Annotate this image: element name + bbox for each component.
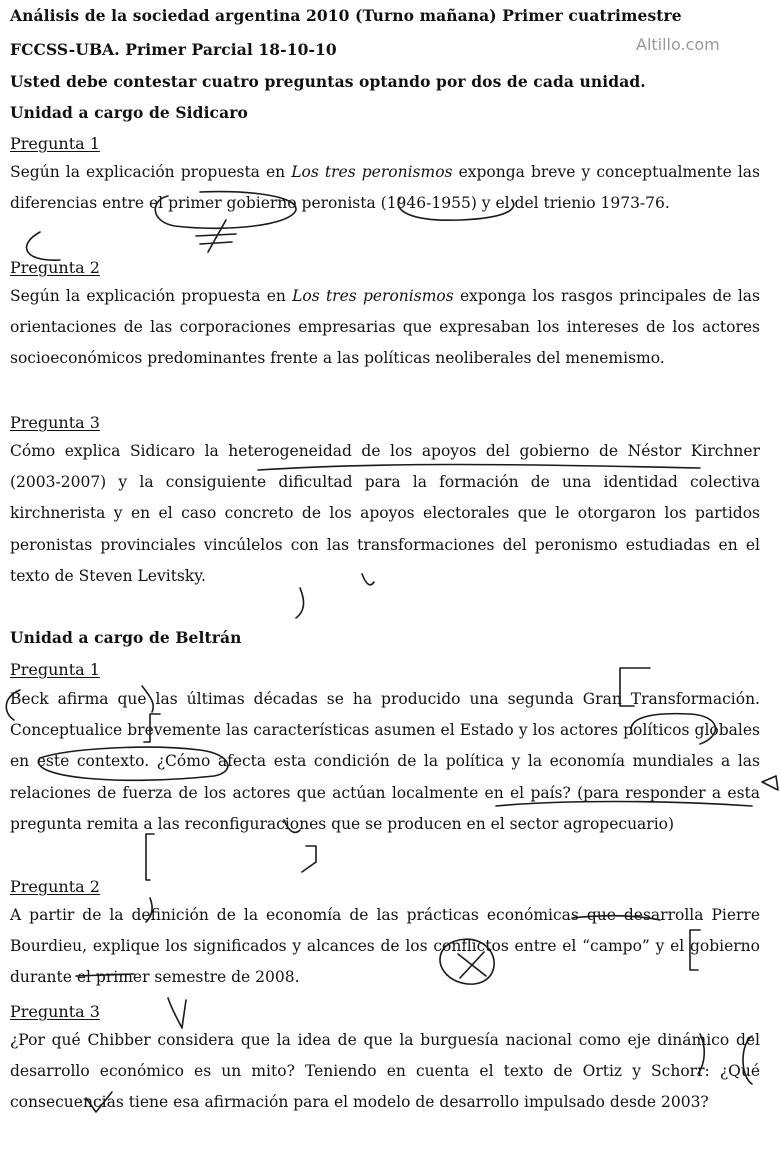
question-label: Pregunta 1 [10,134,100,153]
question-label: Pregunta 3 [10,413,100,432]
question-text: Beck afirma que las últimas décadas se ha producido una segunda Gran Transformación. Conceptualice brevemente las características asumen el Estado y los actores políticos globales en este contexto. ¿Cómo afecta esta condición de la política y la economía mundiales a las relaciones de fuerza de los actores que actúan localmente en el país? (para responder a esta pregunta remita a las reconfiguraciones que se producen en el sector agropecuario) [10,690,760,833]
curve-mark [27,232,60,260]
question-label: Pregunta 2 [10,258,100,277]
question-text: Cómo explica Sidicaro la heterogeneidad de los apoyos del gobierno de Néstor Kirchner (2003-2007) y la consiguiente dificultad para la formación de una identidad colectiva kirchnerista y en el caso concreto de los apoyos electorales que le otorgaron los partidos peronistas provinciales vincúlelos con las transformaciones del peronismo estudiadas en el texto de Steven Levitsky. [10,442,760,585]
question-text: A partir de la definición de la economía de las prácticas económicas que desarrolla Pierre Bourdieu, explique los significados y alcances de los conflictos entre el “campo” y el gobierno durante el primer semestre de 2008. [10,906,760,987]
question-text: ¿Por qué Chibber considera que la idea de que la burguesía nacional como eje dinámico del desarrollo económico es un mito? Teniendo en cuenta el texto de Ortiz y Schorr: ¿Qué consecuencias tiene esa afirmación para el modelo de desarrollo impulsado desde 2003? [10,1031,760,1112]
bracket-mark [146,834,154,880]
exam-title: Análisis de la sociedad argentina 2010 (Turno mañana) Primer cuatrimestre [10,6,682,25]
question-label: Pregunta 1 [10,660,100,679]
question-label: Pregunta 2 [10,877,100,896]
exam-subtitle: FCCSS-UBA. Primer Parcial 18-10-10 [10,40,337,59]
watermark: Altillo.com [636,35,720,54]
exam-instructions: Usted debe contestar cuatro preguntas optando por dos de cada unidad. [10,72,646,91]
tick-mark [168,998,186,1028]
unit-title-sidicaro: Unidad a cargo de Sidicaro [10,103,248,122]
question-text: Según la explicación propuesta en Los tres peronismos exponga breve y conceptualmente las diferencias entre el primer gobierno peronista (1946-1955) y el del trienio 1973-76. [10,163,760,213]
unit-title-beltran: Unidad a cargo de Beltrán [10,628,242,647]
slash-mark [196,220,236,252]
bracket-mark [302,846,316,872]
question-text: Según la explicación propuesta en Los tres peronismos exponga los rasgos principales de las orientaciones de las corporaciones empresarias que expresaban los intereses de los actores socioeconómicos predominantes frente a las políticas neoliberales del menemismo. [10,287,760,368]
arrow-mark [762,776,778,790]
question-label: Pregunta 3 [10,1002,100,1021]
tick-mark [296,588,303,618]
